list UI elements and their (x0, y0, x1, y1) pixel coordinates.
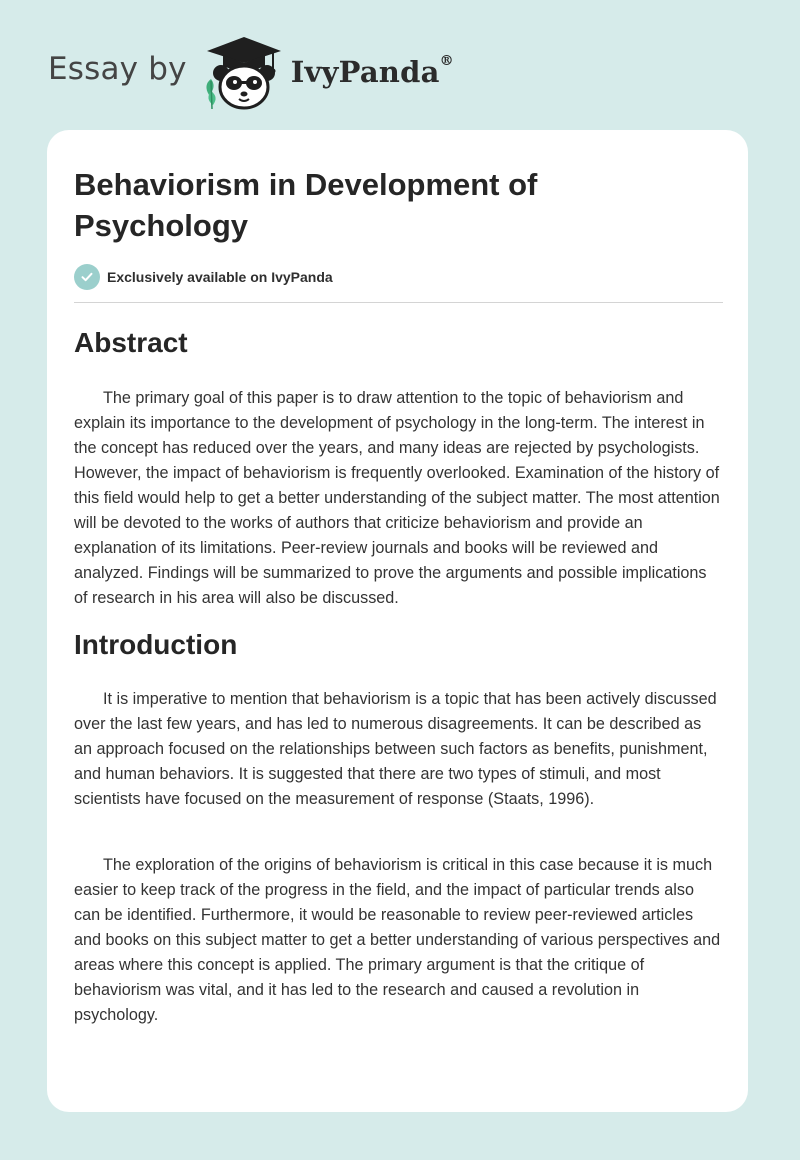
article-card (47, 130, 748, 1112)
brand-prefix: Essay by (48, 51, 187, 87)
panda-graduate-logo-icon[interactable] (201, 33, 287, 111)
check-circle-icon (74, 264, 100, 290)
brand-header (48, 32, 454, 112)
introduction-paragraph-2: The exploration of the origins of behaviorism is critical in this case because it is much easier to keep track of the progress in the field, and the impact of particular trends also can be identified. Furthermore, it would be reasonable to review peer-reviewed articles and books on this subject matter to get a better understanding of various perspectives and areas where this concept is applied. The primary argument is that the critique of behaviorism was vital, and it has led to the research and caused a revolution in psychology. (74, 856, 721, 1024)
exclusive-badge (74, 264, 333, 290)
exclusive-badge-text: Exclusively available on IvyPanda (107, 269, 333, 285)
introduction-paragraph-1: It is imperative to mention that behaviorism is a topic that has been actively discussed over the last few years, and has led to numerous disagreements. It can be described as an approach focused on the relationships between such factors as benefits, punishment, and human behaviors. It is suggested that there are two types of stimuli, and most scientists have focused on the measurement of response (Staats, 1996). (74, 690, 717, 808)
brand-name[interactable]: IvyPanda® (290, 53, 454, 89)
article-title: Behaviorism in Development of Psychology (74, 167, 538, 243)
registered-mark: ® (439, 53, 454, 69)
section-heading-introduction: Introduction (74, 629, 238, 660)
section-heading-abstract: Abstract (74, 327, 188, 358)
divider (74, 302, 723, 303)
abstract-paragraph: The primary goal of this paper is to draw attention to the topic of behaviorism and explain its importance to the development of psychology in the long-term. The interest in the concept has reduced over the years, and many ideas are rejected by psychologists. However, the impact of behaviorism is frequently overlooked. Examination of the history of this field would help to get a better understanding of the subject matter. The most attention will be devoted to the works of authors that criticize behaviorism and provide an explanation of its limitations. Peer-review journals and books will be reviewed and analyzed. Findings will be summarized to prove the arguments and possible implications of research in his area will also be discussed. (74, 389, 720, 607)
